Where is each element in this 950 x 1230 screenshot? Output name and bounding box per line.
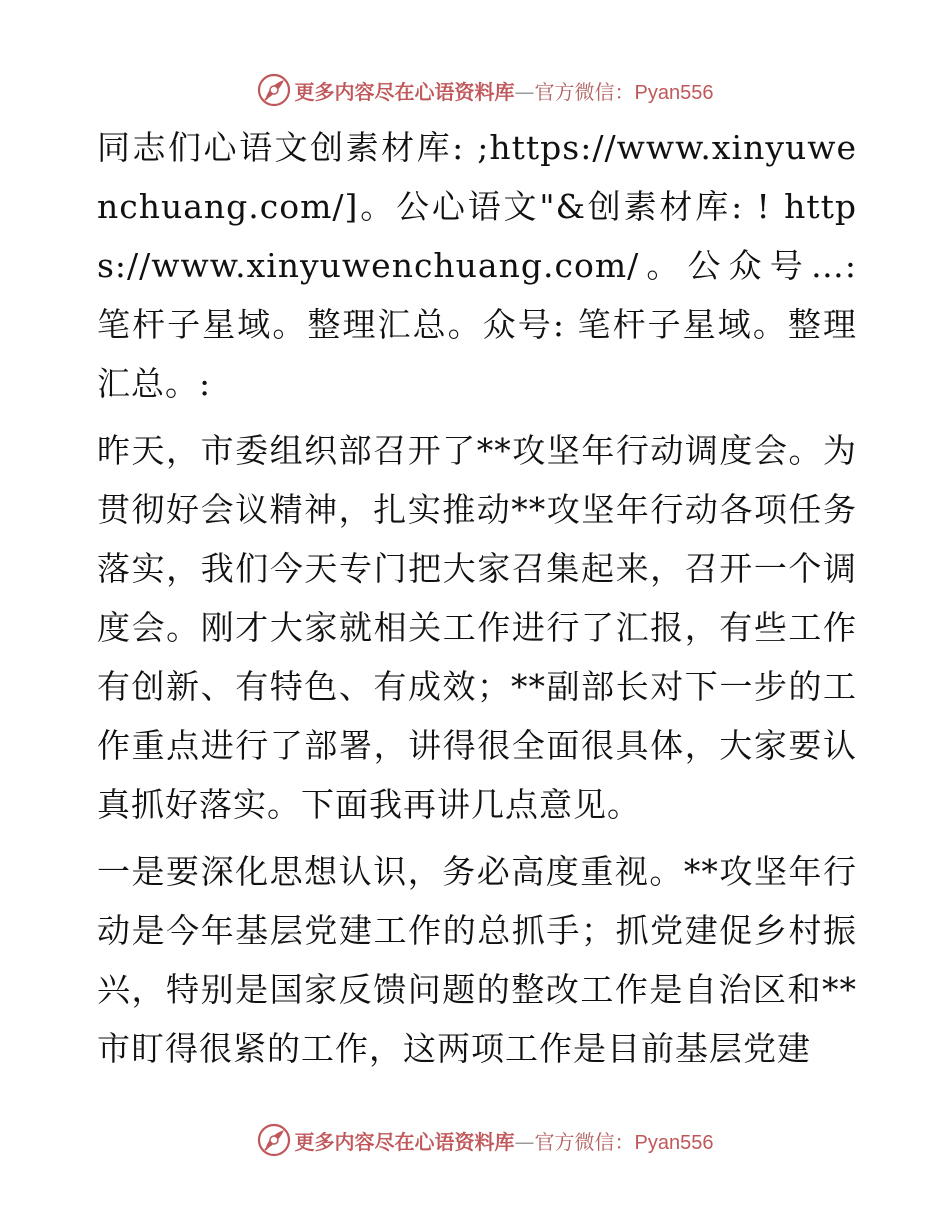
header-banner-text <box>295 76 714 105</box>
footer-banner-inner <box>257 1123 714 1157</box>
header-banner-inner <box>257 73 714 107</box>
quill-pen-logo-icon <box>257 1123 291 1157</box>
header-banner-dash: — <box>514 79 535 104</box>
footer-banner-wechat: 官方微信： <box>534 1129 635 1154</box>
footer-banner-main: 更多内容尽在心语资料库 <box>294 1129 515 1154</box>
paragraph-1: 同志们心语文创素材库: ;https://www.xinyuwenchuang.com/]。公心语文"&创素材库: ! https://www.xinyuwenchuang.com/。公众号…: 笔杆子星域。整理汇总。众号: 笔杆子星域。整理汇总。: <box>97 128 857 403</box>
paragraph-2: 昨天，市委组织部召开了**攻坚年行动调度会。为贯彻好会议精神，扎实推动**攻坚年行动各项任务落实，我们今天专门把大家召集起来，召开一个调度会。刚才大家就相关工作进行了汇报，有些工作有创新、有特色、有成效；**副部长对下一步的工作重点进行了部署，讲得很全面很具体，大家要认真抓好落实。下面我再讲几点意见。 <box>97 431 857 824</box>
paragraph-3: 一是要深化思想认识，务必高度重视。**攻坚年行动是今年基层党建工作的总抓手；抓党建促乡村振兴，特别是国家反馈问题的整改工作是自治区和**市盯得很紧的工作，这两项工作是目前基层党建 <box>97 852 857 1068</box>
header-banner-wechat: 官方微信： <box>534 79 635 104</box>
header-banner-main: 更多内容尽在心语资料库 <box>294 79 515 104</box>
quill-pen-logo-icon <box>257 73 291 107</box>
footer-banner-id: Pyan556 <box>634 1131 714 1154</box>
document-body <box>97 118 857 1078</box>
footer-banner <box>0 1120 950 1160</box>
footer-banner-text <box>295 1126 714 1155</box>
footer-banner-dash: — <box>514 1129 535 1154</box>
header-banner-id: Pyan556 <box>634 81 714 104</box>
header-banner <box>0 70 950 110</box>
